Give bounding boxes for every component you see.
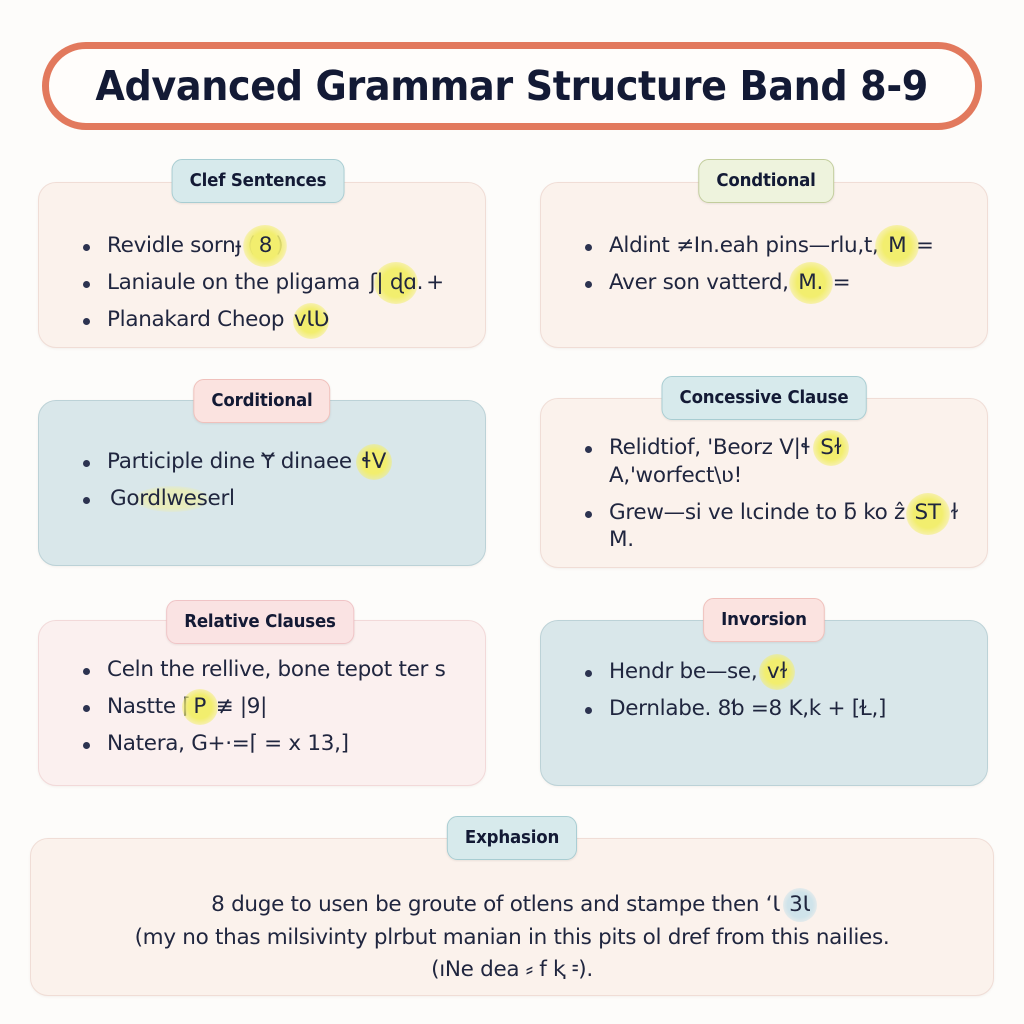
bullet-dot-icon <box>585 670 592 677</box>
list-item-text: Relidtiof, 'Beorz V|ɬ Sɫ A,'worfect\ʋ! <box>609 435 961 489</box>
card-badge-concessive-clause: Concessive Clause <box>662 376 867 420</box>
list-item-text: Nastte ⌈ P ≢ |9| <box>107 694 268 720</box>
highlight-token: Gordlweserl <box>107 486 238 512</box>
highlight-token: vƖƲ <box>291 307 332 333</box>
card-badge-conditional-top: Condtional <box>698 159 833 203</box>
card-conditional-participle <box>38 400 486 566</box>
list-item-text: Grew—si ve lɩcinde to ƃ ko ẑ ST ɫ M. <box>609 500 959 552</box>
card-conditional-top <box>540 182 988 348</box>
highlight-token: Sɫ <box>817 435 845 461</box>
bullet-dot-icon <box>585 707 592 714</box>
highlight-token: ST <box>912 500 944 526</box>
list-item-text: Revidle sornɟ ( 8 ) <box>107 233 284 258</box>
emphasis-line: 8 duge to usen be groute of otlens and stampe then ʻƖ 3Ɩ <box>71 889 953 922</box>
list-item <box>585 696 961 722</box>
list-item-text <box>107 486 459 512</box>
highlight-token: ɬV <box>358 449 389 475</box>
list-item <box>83 307 459 333</box>
page-title: Advanced Grammar Structure Band 8-9 <box>95 62 929 110</box>
highlight-token: vɫ <box>764 659 791 685</box>
bullet-dot-icon <box>83 318 90 325</box>
bullet-dot-icon <box>585 281 592 288</box>
list-item <box>585 659 961 685</box>
bullet-dot-icon <box>83 244 90 251</box>
card-bullet-list <box>585 233 961 307</box>
emphasis-line: (my no thas milsivinty plrbut manian in this pits ol dref from this nailies. <box>134 924 890 950</box>
list-item <box>585 233 961 259</box>
highlight-token: M <box>885 233 909 259</box>
list-item-text: Aldint ≠In.eah pins—rlu,t, M = <box>609 233 934 258</box>
highlight-token: P <box>190 694 209 720</box>
card-badge-relative-clauses: Relative Clauses <box>166 600 354 644</box>
list-item-text: Participle dine Ɏ dinaee ɬV <box>107 449 459 475</box>
bullet-dot-icon <box>83 281 90 288</box>
card-concessive-clause <box>540 398 988 568</box>
list-item <box>83 270 459 296</box>
list-item-text: Aver son vatterd, M. = <box>609 270 851 296</box>
card-badge-emphasis: Exphasion <box>447 816 577 860</box>
list-item-text: Celn the rellive, bone tepot ter s <box>107 657 446 682</box>
bullet-dot-icon <box>83 668 90 675</box>
list-item <box>83 694 459 720</box>
list-item <box>83 449 459 475</box>
highlight-token: 3Ɩ <box>786 889 813 922</box>
card-bullet-list <box>83 657 459 769</box>
bullet-dot-icon <box>585 244 592 251</box>
highlight-token: ʃ| ɖɑ. <box>367 270 427 296</box>
card-badge-clef-sentences: Clef Sentences <box>172 159 345 203</box>
list-item-text: Planakard Cheop vƖƲ <box>107 307 459 333</box>
list-item <box>585 500 961 552</box>
card-badge-inversion: Invorsion <box>703 598 825 642</box>
list-item-text: Hendr be—se, vɫ <box>609 659 961 685</box>
list-item <box>83 486 459 512</box>
bullet-dot-icon <box>83 705 90 712</box>
bullet-dot-icon <box>585 446 592 453</box>
highlight-token: 8 <box>256 233 275 259</box>
list-item-text-line2: A,'worfect\ʋ! <box>609 463 742 489</box>
emphasis-text-block <box>71 889 953 987</box>
list-item <box>585 270 961 296</box>
card-relative-clauses <box>38 620 486 786</box>
card-bullet-list <box>83 449 459 523</box>
list-item-text: Laniaule on the pligama ʃ| ɖɑ. + <box>107 270 444 296</box>
list-item <box>585 435 961 489</box>
list-item <box>83 657 459 683</box>
page-title-banner <box>42 42 982 130</box>
emphasis-line: (ıNe dea ⸗ f ⱪ ⹀). <box>431 957 593 983</box>
bullet-dot-icon <box>83 497 90 504</box>
list-item-text: Dernlabe. 8ƅ =8 K,k + [Ɫ,] <box>609 696 887 722</box>
card-clef-sentences <box>38 182 486 348</box>
list-item-text: Natera, G+·=⌈ = x 13,] <box>107 731 349 757</box>
card-bullet-list <box>585 435 961 564</box>
card-inversion <box>540 620 988 786</box>
list-item <box>83 731 459 757</box>
list-item <box>83 233 459 259</box>
card-bullet-list <box>585 659 961 733</box>
bullet-dot-icon <box>83 742 90 749</box>
card-bullet-list <box>83 233 459 345</box>
highlight-token: M. <box>795 270 826 296</box>
card-emphasis <box>30 838 994 996</box>
card-badge-conditional-participle: Corditional <box>193 379 330 423</box>
bullet-dot-icon <box>585 511 592 518</box>
bullet-dot-icon <box>83 460 90 467</box>
